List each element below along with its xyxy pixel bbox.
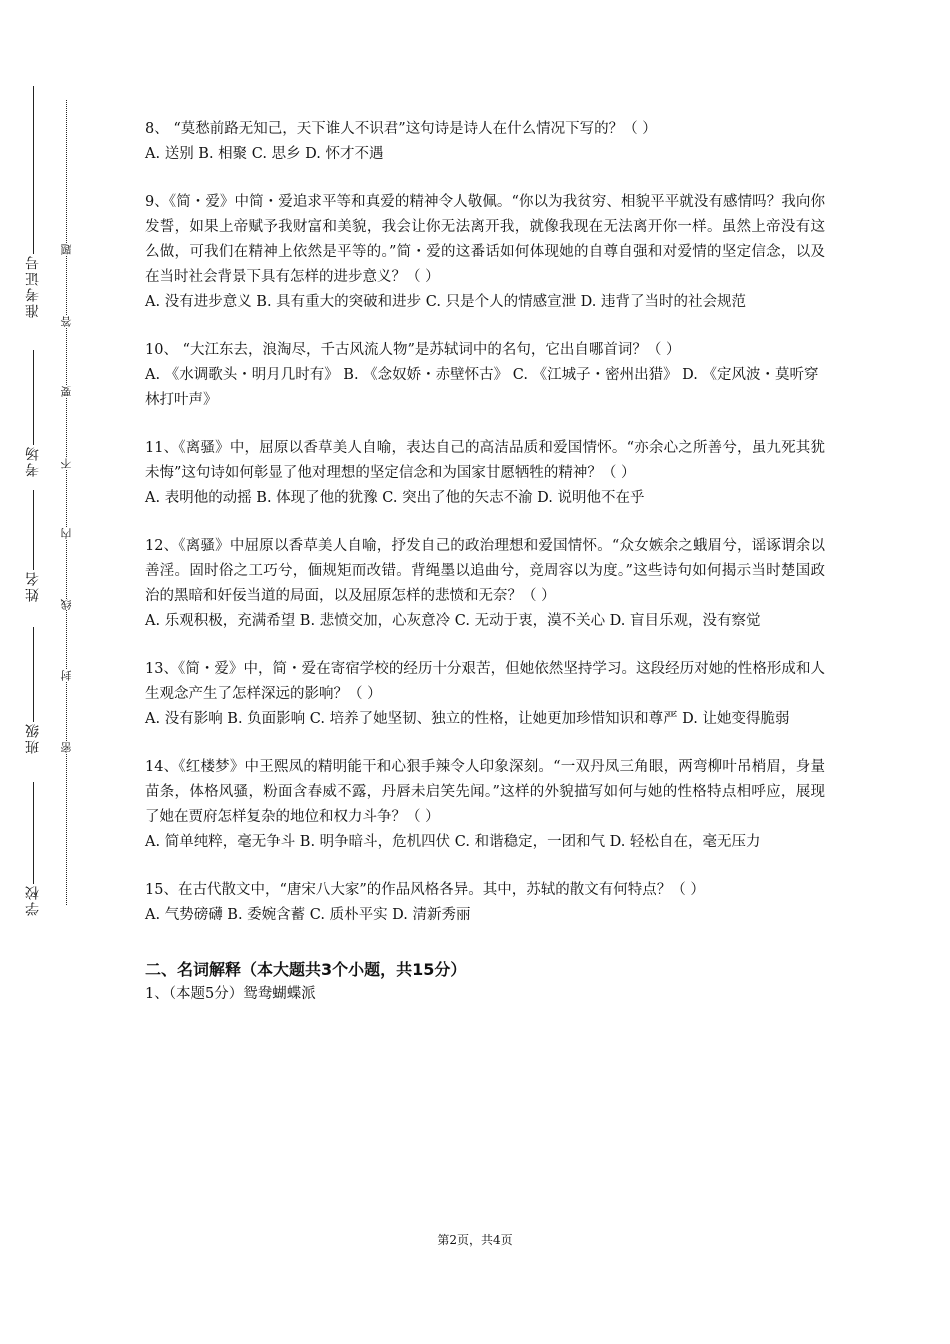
question-text: 11、《离骚》中，屈原以香草美人自喻，表达自己的高洁品质和爱国情怀。“亦余心之所善兮，虽九死其犹未悔”这句诗如何彰显了他对理想的坚定信念和为国家甘愿牺牲的精神？（ ） — [145, 440, 825, 481]
question-13 — [145, 657, 825, 732]
seal-char: 线 — [60, 599, 73, 610]
seal-char: 封 — [60, 670, 73, 681]
question-9 — [145, 190, 825, 315]
question-10 — [145, 338, 825, 413]
field-name-label: 姓名 — [25, 570, 41, 602]
field-class-label: 班级 — [25, 722, 41, 754]
seal-char: 不 — [60, 458, 73, 469]
field-name-line — [33, 490, 34, 570]
field-exam-id — [22, 86, 44, 318]
field-name — [22, 490, 44, 602]
question-text: 10、 “大江东去，浪淘尽，千古风流人物”是苏轼词中的名句，它出自哪首词？（ ） — [145, 342, 681, 358]
field-exam-room-line — [33, 350, 34, 445]
question-12 — [145, 534, 825, 634]
question-options: A. 气势磅礴 B. 委婉含蓄 C. 质朴平实 D. 清新秀丽 — [145, 907, 471, 923]
seal-char: 内 — [60, 528, 73, 539]
question-text: 13、《简・爱》中，简・爱在寄宿学校的经历十分艰苦，但她依然坚持学习。这段经历对她的性格形成和人生观念产生了怎样深远的影响？（ ） — [145, 661, 825, 702]
question-14 — [145, 755, 825, 855]
field-class — [22, 627, 44, 754]
seal-char: 密 — [60, 742, 73, 753]
seal-char: 答 — [60, 316, 73, 327]
field-school-label: 学校 — [25, 884, 41, 916]
seal-char: 要 — [60, 386, 73, 397]
question-text: 8、 “莫愁前路无知己，天下谁人不识君”这句诗是诗人在什么情况下写的？（ ） — [145, 121, 657, 137]
page-footer: 第2页，共4页 — [437, 1233, 513, 1247]
field-exam-id-line — [33, 86, 34, 254]
field-school — [22, 782, 44, 916]
question-8 — [145, 117, 825, 167]
field-exam-id-label: 准考证号 — [25, 254, 41, 318]
term-item: 1、（本题5分）鸳鸯蝴蝶派 — [145, 986, 316, 1002]
field-exam-room — [22, 350, 44, 477]
question-11 — [145, 436, 825, 511]
question-text: 15、在古代散文中，“唐宋八大家”的作品风格各异。其中，苏轼的散文有何特点？（ ） — [145, 882, 705, 898]
question-options: A. 表明他的动摇 B. 体现了他的犹豫 C. 突出了他的矢志不渝 D. 说明他不在乎 — [145, 490, 645, 506]
question-text: 9、《简・爱》中简・爱追求平等和真爱的精神令人敬佩。“你以为我贫穷、相貌平平就没有感情吗？我向你发誓，如果上帝赋予我财富和美貌，我会让你无法离开我，就像我现在无法离开你一样。虽然上帝没有这么做，可我们在精神上依然是平等的。”简・爱的这番话如何体现她的自尊自强和对爱情的坚定信念，以及在当时社会背景下具有怎样的进步意义？（ ） — [145, 194, 825, 285]
exam-content — [145, 117, 825, 1007]
binding-margin — [0, 0, 100, 1344]
section-heading: 二、名词解释（本大题共3个小题，共15分） — [145, 960, 467, 979]
question-options: A. 没有进步意义 B. 具有重大的突破和进步 C. 只是个人的情感宣泄 D. 违背了当时的社会规范 — [145, 294, 747, 310]
question-options: A. 乐观积极，充满希望 B. 悲愤交加，心灰意冷 C. 无动于衷，漠不关心 D. 盲目乐观，没有察觉 — [145, 613, 761, 629]
seal-dotted-line — [66, 100, 67, 905]
question-options: A. 《水调歌头・明月几时有》 B. 《念奴娇・赤壁怀古》 C. 《江城子・密州出猎》 D. 《定风波・莫听穿林打叶声》 — [145, 367, 819, 408]
question-options: A. 没有影响 B. 负面影响 C. 培养了她坚韧、独立的性格，让她更加珍惜知识和尊严 D. 让她变得脆弱 — [145, 711, 790, 727]
question-options: A. 送别 B. 相聚 C. 思乡 D. 怀才不遇 — [145, 146, 384, 162]
field-class-line — [33, 627, 34, 722]
question-options: A. 简单纯粹，毫无争斗 B. 明争暗斗，危机四伏 C. 和谐稳定，一团和气 D. 轻松自在，毫无压力 — [145, 834, 761, 850]
question-text: 12、《离骚》中屈原以香草美人自喻，抒发自己的政治理想和爱国情怀。“众女嫉余之蛾眉兮，谣诼谓余以善淫。固时俗之工巧兮，偭规矩而改错。背绳墨以追曲兮，竞周容以为度。”这些诗句如何揭示当时楚国政治的黑暗和奸佞当道的局面，以及屈原怎样的悲愤和无奈？（ ） — [145, 538, 825, 604]
seal-char: 题 — [60, 244, 73, 255]
question-text: 14、《红楼梦》中王熙凤的精明能干和心狠手辣令人印象深刻。“一双丹凤三角眼，两弯柳叶吊梢眉，身量苗条，体格风骚，粉面含春威不露，丹唇未启笑先闻。”这样的外貌描写如何与她的性格特点相呼应，展现了她在贾府怎样复杂的地位和权力斗争？（ ） — [145, 759, 825, 825]
question-15 — [145, 878, 825, 928]
field-school-line — [33, 782, 34, 884]
field-exam-room-label: 考场 — [25, 445, 41, 477]
